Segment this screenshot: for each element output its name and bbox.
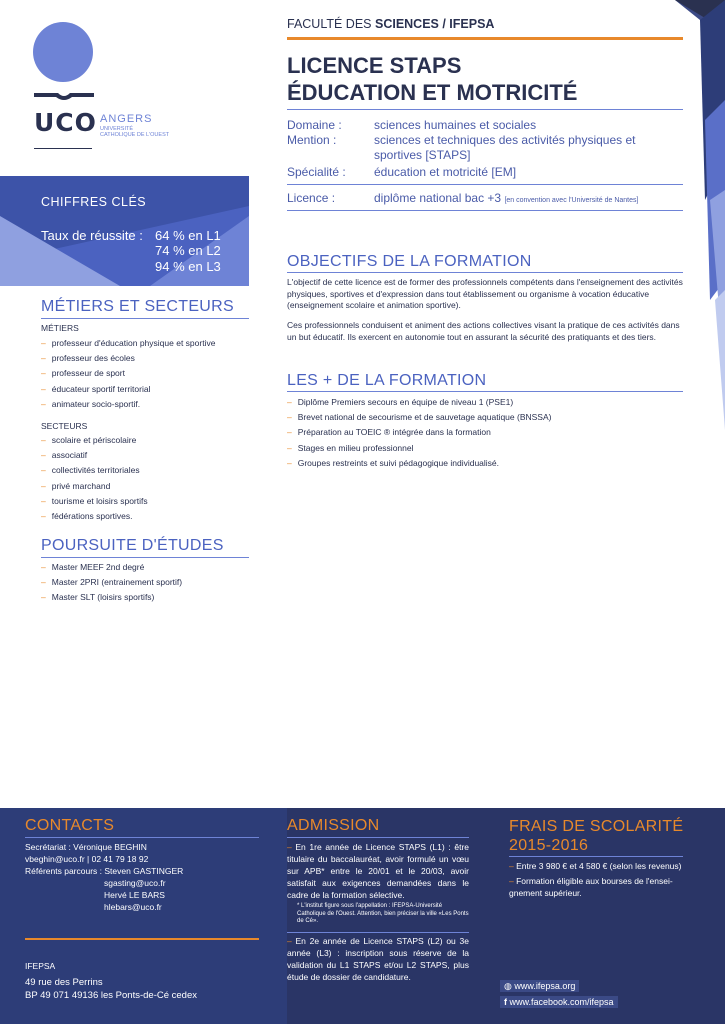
further-studies-rule bbox=[41, 557, 249, 558]
admission-heading: ADMISSION bbox=[287, 817, 380, 834]
list-item: – privé marchand bbox=[41, 480, 111, 491]
list-item: – associatif bbox=[41, 450, 88, 461]
admission-rule-2 bbox=[287, 932, 469, 933]
logo-subtitle: UNIVERSITÉ CATHOLIQUE DE L'OUEST bbox=[100, 126, 170, 138]
fees-heading: FRAIS DE SCOLARITÉ 2015-2016 bbox=[509, 818, 684, 854]
logo-city: ANGERS bbox=[100, 113, 153, 125]
list-item: – Formation éligible aux bourses de l'ensei-gnement supérieur. bbox=[509, 876, 673, 898]
list-item: – éducateur sportif territorial bbox=[41, 383, 151, 394]
list-item: – animateur socio-sportif. bbox=[41, 398, 141, 409]
jobs-heading: MÉTIERS ET SECTEURS bbox=[41, 298, 234, 315]
info-domaine: Domaine : sciences humaines et sociales bbox=[287, 118, 537, 132]
further-studies-heading: POURSUITE D'ÉTUDES bbox=[41, 537, 224, 554]
list-item: – collectivités territoriales bbox=[41, 465, 140, 476]
fees-rule bbox=[509, 856, 683, 857]
key-figures-box bbox=[0, 176, 249, 286]
rate-l2: 74 % en L2 bbox=[155, 243, 221, 258]
contacts-block: Secrétariat : Véronique BEGHIN vbeghin@uco.fr | 02 41 79 18 92 Référents parcours : Steven GASTINGER sgasting@uco.fr Hervé LE BARS hlebars@uco.fr bbox=[25, 841, 275, 913]
contacts-heading: CONTACTS bbox=[25, 817, 115, 834]
list-item: – scolaire et périscolaire bbox=[41, 435, 137, 445]
rate-l3: 94 % en L3 bbox=[155, 259, 221, 274]
contact-link[interactable]: hlebars@uco.fr bbox=[104, 902, 162, 912]
list-item: – Master 2PRI (entrainement sportif) bbox=[41, 577, 183, 588]
list-item: – fédérations sportives. bbox=[41, 511, 133, 522]
objectives-paragraph-1: L'objectif de cette licence est de former des professionnels compétents dans l'enseignement des activités physiques, sportives et d'expression dans tout établissement ou organisme à vocation éducative (enseignement scolaire et animation sportive). bbox=[287, 277, 683, 310]
logo-text: UCO bbox=[34, 108, 97, 137]
contact-link[interactable]: sgasting@uco.fr bbox=[104, 878, 166, 888]
list-item: – Stages en milieu professionnel bbox=[287, 442, 414, 453]
contacts-rule bbox=[25, 837, 259, 838]
admission-rule bbox=[287, 837, 469, 838]
objectives-rule bbox=[287, 272, 683, 273]
contacts-orange-rule bbox=[25, 938, 259, 940]
list-item: – Préparation au TOEIC ® intégrée dans la formation bbox=[287, 427, 491, 438]
website-link[interactable]: ◍ www.ifepsa.org bbox=[500, 976, 579, 994]
jobs-label: MÉTIERS bbox=[41, 323, 79, 333]
success-rate-label: Taux de réussite : bbox=[41, 228, 143, 243]
objectives-heading: OBJECTIFS DE LA FORMATION bbox=[287, 253, 532, 270]
further-studies-list bbox=[41, 560, 251, 606]
info-rule-2 bbox=[287, 210, 683, 211]
facebook-icon: f bbox=[504, 997, 507, 1007]
admission-l1: – En 1re année de Licence STAPS (L1) : être titulaire du baccalauréat, avoir formulé un vœu sur APB* entre le 20/01 et le 20/03, avoir satisfait aux exigences demandées dans le cadre de la formation sélective. bbox=[287, 842, 470, 900]
info-specialite: Spécialité : éducation et motricité [EM] bbox=[287, 165, 517, 179]
highlights-rule bbox=[287, 391, 683, 392]
jobs-list bbox=[41, 336, 251, 412]
jobs-rule bbox=[41, 318, 249, 319]
list-item: – Entre 3 980 € et 4 580 € (selon les revenus) bbox=[509, 861, 682, 871]
list-item: – Diplôme Premiers secours en équipe de niveau 1 (PSE1) bbox=[287, 397, 514, 407]
info-mention: Mention : sciences et techniques des activités physiques et sportives [STAPS] bbox=[287, 133, 636, 162]
page-title: LICENCE STAPS ÉDUCATION ET MOTRICITÉ bbox=[287, 53, 578, 105]
objectives-paragraph-2: Ces professionnels conduisent et animent des actions collectives visant la pratique de ces activités dans un but éducatif. Ils exercent en autonomie tout en assurant la sécurité des pratiquants et des tiers. bbox=[287, 320, 680, 342]
list-item: – Groupes restreints et suivi pédagogique individualisé. bbox=[287, 457, 500, 468]
list-item: – tourisme et loisirs sportifs bbox=[41, 495, 148, 506]
list-item: – professeur de sport bbox=[41, 368, 125, 379]
admission-footnote: * L'institut figure sous l'appellation : IFEPSA-Université Catholique de l'Ouest. Attention, bien préciser la ville «Les Ponts de Cé». bbox=[297, 903, 469, 924]
info-rule bbox=[287, 184, 683, 185]
sectors-list bbox=[41, 433, 251, 524]
admission-l2: – En 2e année de Licence STAPS (L2) ou 3e année (L3) : inscription sous réserve de la validation du L1 STAPS et/ou L2 STAPS, plus étude de dossier de candidature. bbox=[287, 936, 469, 982]
list-item: – professeur des écoles bbox=[41, 353, 135, 364]
globe-icon: ◍ bbox=[504, 981, 512, 991]
logo-book-icon bbox=[34, 93, 94, 103]
list-item: – Master MEEF 2nd degré bbox=[41, 562, 145, 572]
logo-circle bbox=[33, 22, 93, 82]
rate-l1: 64 % en L1 bbox=[155, 228, 221, 243]
key-figures-title: CHIFFRES CLÉS bbox=[41, 195, 147, 209]
contact-link[interactable]: vbeghin@uco.fr | 02 41 79 18 92 bbox=[25, 854, 149, 864]
highlights-list bbox=[287, 395, 685, 471]
sectors-label: SECTEURS bbox=[41, 421, 88, 431]
logo-rule bbox=[34, 148, 92, 149]
list-item: – Master SLT (loisirs sportifs) bbox=[41, 592, 155, 603]
list-item: – Brevet national de secourisme et de sauvetage aquatique (BNSSA) bbox=[287, 412, 552, 423]
list-item: – professeur d'éducation physique et sportive bbox=[41, 338, 216, 348]
title-rule bbox=[287, 109, 683, 110]
highlights-heading: LES + DE LA FORMATION bbox=[287, 372, 487, 389]
orange-bar bbox=[287, 37, 683, 40]
facebook-link[interactable]: f www.facebook.com/ifepsa bbox=[500, 992, 618, 1010]
fees-list bbox=[509, 860, 689, 899]
info-licence: Licence : diplôme national bac +3 [en convention avec l'Université de Nantes] bbox=[287, 191, 639, 205]
org-name: IFEPSA bbox=[25, 961, 56, 971]
faculty-heading: FACULTÉ DES SCIENCES / IFEPSA bbox=[287, 17, 495, 31]
address: 49 rue des Perrins BP 49 071 49136 les Ponts-de-Cé cedex bbox=[25, 977, 197, 1001]
